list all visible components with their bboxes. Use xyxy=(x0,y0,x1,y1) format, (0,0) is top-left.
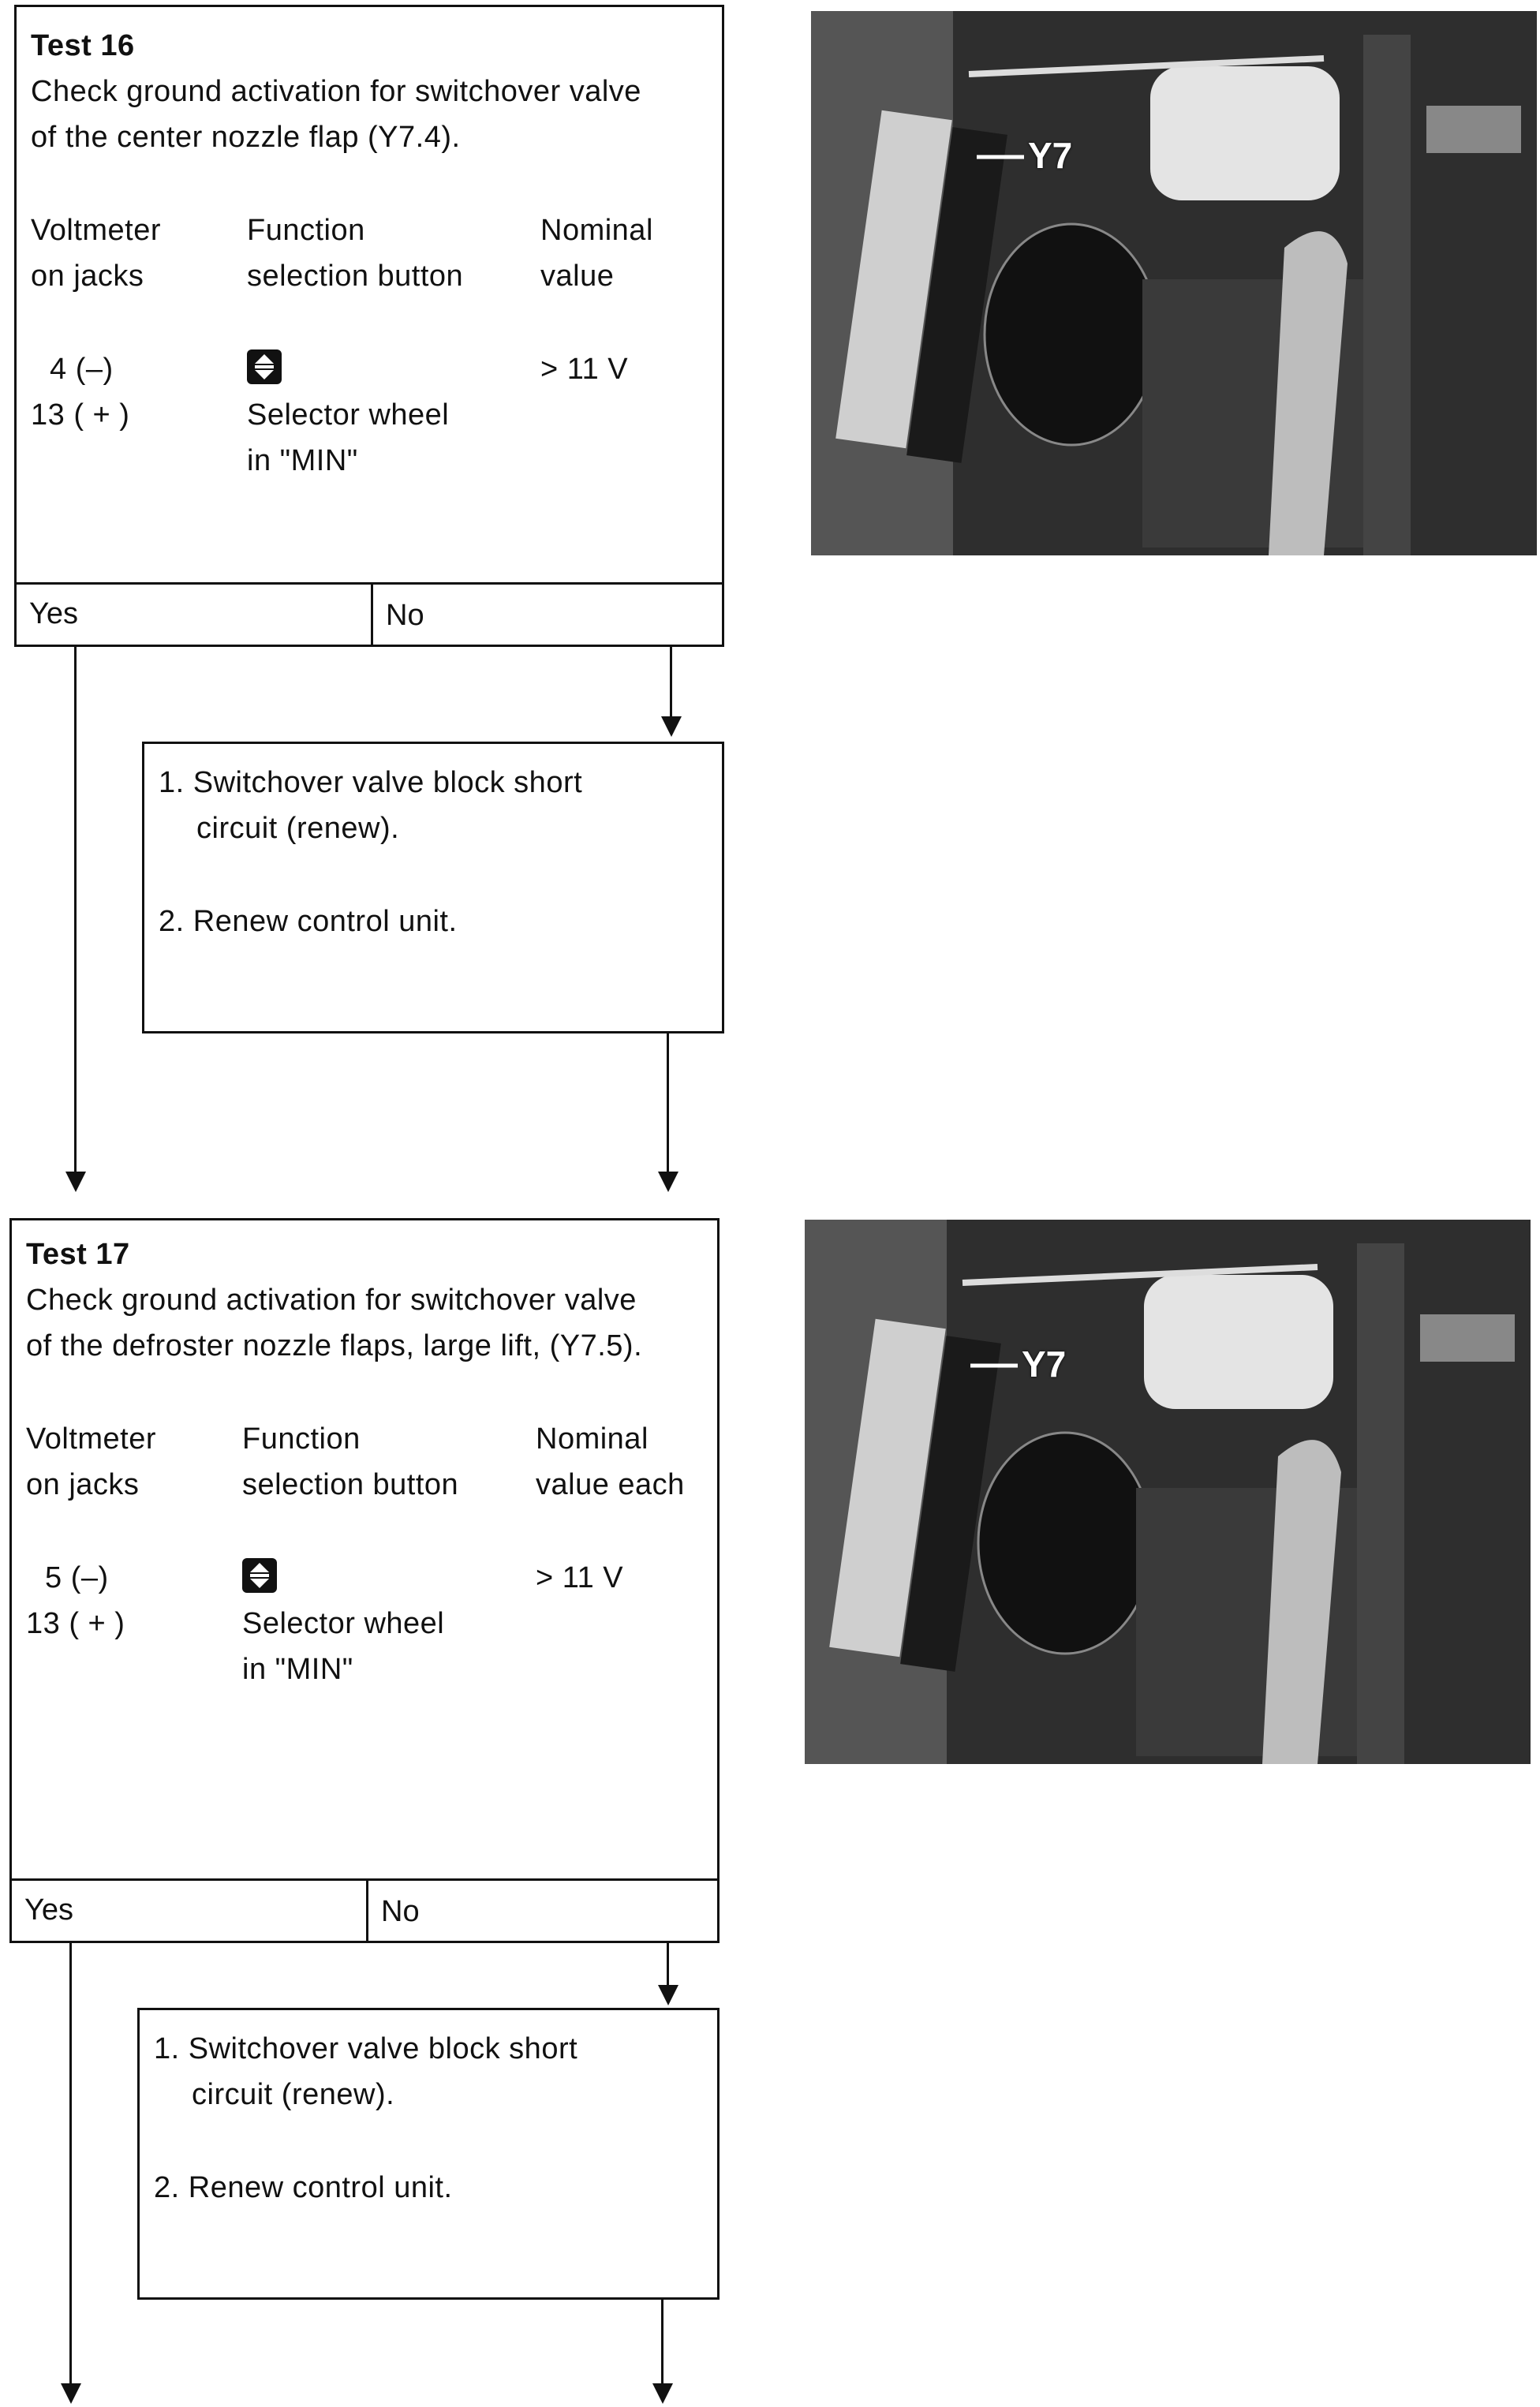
test-17-box xyxy=(9,1218,720,1881)
test-17-fix-connector xyxy=(661,2300,663,2383)
test-16-fix-arrow xyxy=(658,1172,678,1192)
test-17-no-connector xyxy=(667,1943,669,1987)
test-16-no-arrow xyxy=(661,716,682,737)
test-16-fix-1b: circuit (renew). xyxy=(196,812,400,845)
test-17-desc-line1: Check ground activation for switchover valve xyxy=(26,1284,637,1317)
test-16-no-connector xyxy=(670,647,672,718)
test-16-photo-label: Y7 xyxy=(1028,135,1073,176)
test-16-desc-line1: Check ground activation for switchover valve xyxy=(31,75,641,108)
test-16-yes-connector xyxy=(74,647,77,1172)
engine-bay-image xyxy=(811,11,1537,555)
test-16-box xyxy=(14,5,724,585)
test-17-desc-line2: of the defroster nozzle flaps, large lift, (Y7.5). xyxy=(26,1329,643,1362)
test-17-selector-min: in "MIN" xyxy=(242,1653,353,1686)
test-17-fix-1a: 1. Switchover valve block short xyxy=(154,2032,578,2065)
test-16-selector-min: in "MIN" xyxy=(247,444,358,477)
test-17-jack-positive: 13 ( + ) xyxy=(26,1607,125,1640)
test-17-nominal-value: > 11 V xyxy=(536,1561,624,1594)
test-16-engine-photo xyxy=(811,11,1537,555)
test-16-col-function-h2: selection button xyxy=(247,260,464,293)
test-16-nominal-value: > 11 V xyxy=(540,353,629,386)
test-16-fix-box xyxy=(142,742,724,1033)
test-17-col-function-h1: Function xyxy=(242,1422,361,1456)
test-17-selector-wheel: Selector wheel xyxy=(242,1607,445,1640)
test-16-col-function-h1: Function xyxy=(247,214,365,247)
test-16-yes-label: Yes xyxy=(29,597,78,630)
engine-bay-image xyxy=(805,1220,1531,1764)
test-16-title: Test 16 xyxy=(31,29,135,62)
test-17-engine-photo xyxy=(805,1220,1531,1764)
up-down-button-icon xyxy=(247,349,282,384)
test-17-title: Test 17 xyxy=(26,1238,130,1271)
test-17-yes-connector xyxy=(69,1943,72,2383)
test-17-yes-arrow xyxy=(61,2383,81,2404)
test-17-no-cell xyxy=(366,1878,720,1943)
test-17-photo-label: Y7 xyxy=(1022,1344,1067,1385)
test-16-col-voltmeter-h2: on jacks xyxy=(31,260,144,293)
test-17-yes-cell xyxy=(9,1878,368,1943)
test-17-col-nominal-h1: Nominal xyxy=(536,1422,649,1456)
test-16-jack-negative: 4 (–) xyxy=(50,353,114,386)
test-16-col-nominal-h1: Nominal xyxy=(540,214,653,247)
test-16-fix-2: 2. Renew control unit. xyxy=(159,905,458,938)
test-17-col-nominal-h2: value each xyxy=(536,1468,685,1501)
test-16-col-nominal-h2: value xyxy=(540,260,615,293)
test-16-col-voltmeter-h1: Voltmeter xyxy=(31,214,162,247)
test-17-yes-label: Yes xyxy=(24,1893,73,1927)
test-16-no-cell xyxy=(371,582,724,647)
test-16-fix-1a: 1. Switchover valve block short xyxy=(159,766,583,799)
test-16-no-label: No xyxy=(386,599,424,632)
test-16-desc-line2: of the center nozzle flap (Y7.4). xyxy=(31,121,461,154)
test-17-jack-negative: 5 (–) xyxy=(45,1561,109,1594)
test-17-col-voltmeter-h1: Voltmeter xyxy=(26,1422,157,1456)
test-17-no-label: No xyxy=(381,1895,420,1928)
test-17-col-function-h2: selection button xyxy=(242,1468,459,1501)
test-17-fix-arrow xyxy=(652,2383,673,2404)
test-16-yes-cell xyxy=(14,582,373,647)
test-17-fix-box xyxy=(137,2008,720,2300)
up-down-button-icon xyxy=(242,1558,277,1593)
test-17-fix-1b: circuit (renew). xyxy=(192,2078,395,2111)
test-16-yes-arrow xyxy=(65,1172,86,1192)
test-17-fix-2: 2. Renew control unit. xyxy=(154,2171,453,2204)
test-17-col-voltmeter-h2: on jacks xyxy=(26,1468,140,1501)
test-16-fix-connector xyxy=(667,1033,669,1172)
test-16-jack-positive: 13 ( + ) xyxy=(31,398,130,432)
test-17-no-arrow xyxy=(658,1985,678,2005)
test-16-selector-wheel: Selector wheel xyxy=(247,398,450,432)
